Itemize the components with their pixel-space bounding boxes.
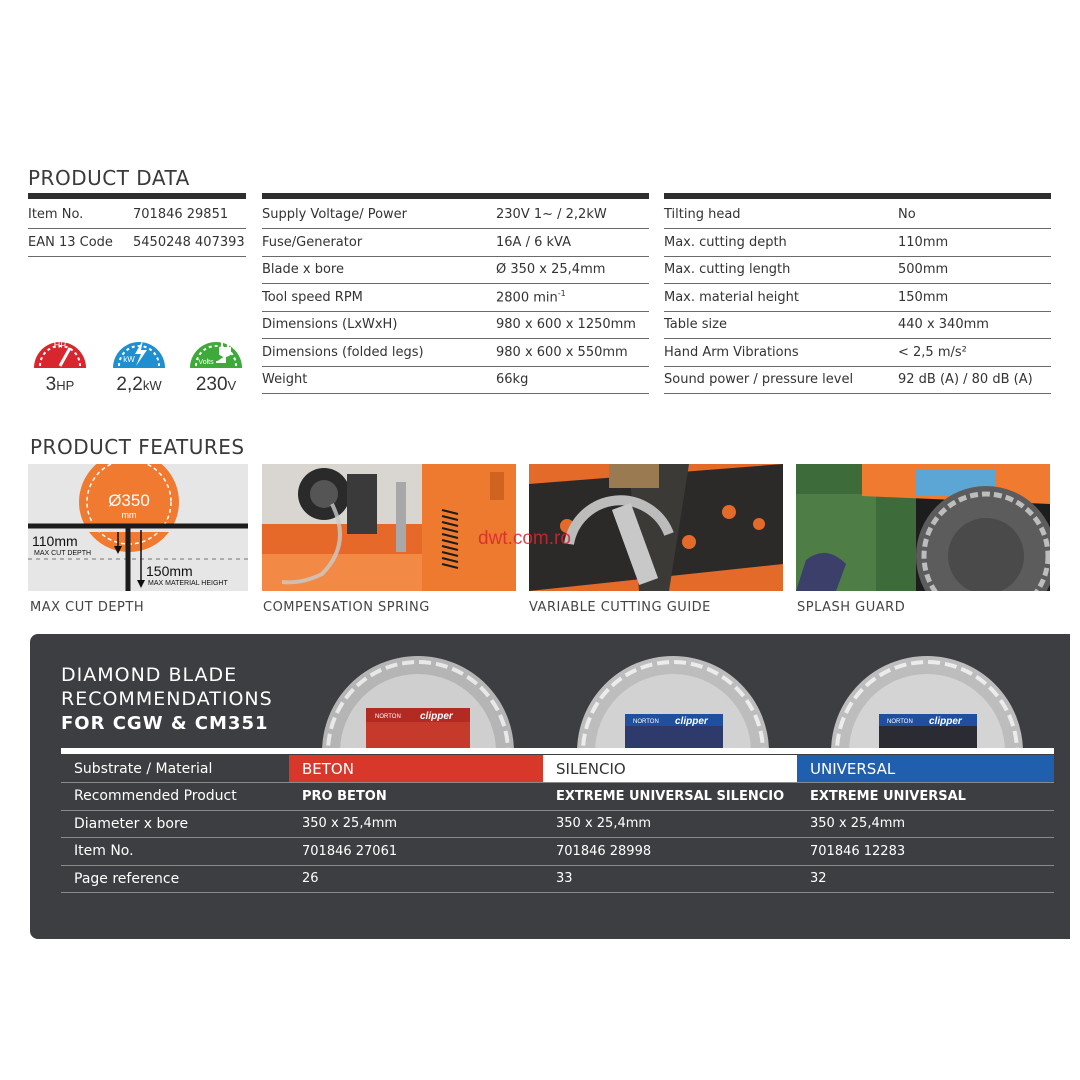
pro-beton-blade-image — [318, 652, 518, 748]
recommendations-heading-line1: DIAMOND BLADE — [61, 664, 238, 686]
splash-guard-photo — [796, 464, 1050, 591]
table-row: Fuse/Generator 16A / 6 kVA — [262, 229, 649, 257]
caption-splash-guard: SPLASH GUARD — [797, 600, 906, 615]
table-row: Max. cutting length 500mm — [664, 256, 1051, 284]
table-top-rule — [61, 748, 1054, 754]
divider — [28, 193, 246, 199]
svg-text:Ø350: Ø350 — [108, 491, 150, 510]
divider — [664, 193, 1051, 199]
specs-right-table — [664, 201, 1051, 394]
svg-text:clipper: clipper — [675, 716, 708, 727]
svg-text:kW: kW — [123, 355, 135, 364]
caption-variable-cutting-guide: VARIABLE CUTTING GUIDE — [529, 600, 711, 615]
svg-text:NORTON: NORTON — [375, 714, 401, 720]
table-row: Item No. 701846 27061 701846 28998 701846 12283 — [61, 838, 1054, 866]
divider — [262, 193, 649, 199]
specs-middle-table — [262, 201, 649, 394]
product-id-table — [28, 201, 246, 257]
svg-text:mm: mm — [121, 510, 137, 520]
table-row: Blade x bore Ø 350 x 25,4mm — [262, 256, 649, 284]
svg-text:Volts: Volts — [198, 359, 214, 366]
table-row: Recommended Product PRO BETON EXTREME UNIVERSAL SILENCIO EXTREME UNIVERSAL — [61, 783, 1054, 811]
svg-text:clipper: clipper — [929, 716, 962, 727]
kilowatt-gauge-icon — [109, 326, 169, 370]
svg-text:MAX MATERIAL HEIGHT: MAX MATERIAL HEIGHT — [148, 580, 228, 587]
column-header-universal: UNIVERSAL — [797, 755, 1054, 783]
svg-text:150mm: 150mm — [146, 563, 193, 579]
watermark: dwt.com.ro — [478, 528, 571, 549]
table-row: Supply Voltage/ Power 230V 1~ / 2,2kW — [262, 201, 649, 229]
table-row: Tilting head No — [664, 201, 1051, 229]
svg-text:MAX CUT DEPTH: MAX CUT DEPTH — [34, 550, 92, 557]
table-row: Dimensions (LxWxH) 980 x 600 x 1250mm — [262, 311, 649, 339]
table-row: Table size 440 x 340mm — [664, 311, 1051, 339]
column-header-beton: BETON — [289, 755, 543, 783]
caption-compensation-spring: COMPENSATION SPRING — [263, 600, 430, 615]
column-header-silencio: SILENCIO — [543, 755, 797, 783]
table-row: Diameter x bore 350 x 25,4mm 350 x 25,4mm 350 x 25,4mm — [61, 810, 1054, 838]
horsepower-gauge-icon — [30, 326, 90, 370]
volts-gauge-icon — [186, 326, 246, 370]
table-row: Tool speed RPM 2800 $\min^{-1}$ — [262, 284, 649, 312]
recommendations-heading-line3: FOR CGW & CM351 — [61, 713, 269, 734]
table-row: Sound power / pressure level 92 dB (A) / 80 dB (A) — [664, 366, 1051, 394]
table-row: Page reference 26 33 32 — [61, 865, 1054, 893]
table-row: EAN 13 Code 5450248 407393 — [28, 229, 246, 257]
recommendations-table — [61, 755, 1054, 893]
table-row: Weight 66kg — [262, 366, 649, 394]
svg-text:clipper: clipper — [420, 711, 453, 722]
max-cut-depth-diagram — [28, 464, 248, 591]
table-row: Substrate / Material BETON SILENCIO UNIVERSAL — [61, 755, 1054, 783]
kilowatt-value: 2,2kW — [116, 374, 162, 395]
product-features-heading: PRODUCT FEATURES — [30, 435, 245, 459]
table-row: Item No. 701846 29851 — [28, 201, 246, 229]
svg-text:NORTON: NORTON — [633, 719, 659, 725]
recommendations-heading-line2: RECOMMENDATIONS — [61, 688, 273, 710]
table-row: Dimensions (folded legs) 980 x 600 x 550mm — [262, 339, 649, 367]
product-data-heading: PRODUCT DATA — [28, 166, 190, 190]
svg-text:HP: HP — [53, 340, 67, 350]
table-row: Max. cutting depth 110mm — [664, 229, 1051, 257]
extreme-universal-silencio-blade-image — [573, 652, 773, 748]
caption-max-cut-depth: MAX CUT DEPTH — [30, 600, 145, 615]
table-row: Hand Arm Vibrations < 2,5 m/s² — [664, 339, 1051, 367]
svg-text:110mm: 110mm — [32, 533, 78, 549]
extreme-universal-blade-image — [827, 652, 1027, 748]
table-row: Max. material height 150mm — [664, 284, 1051, 312]
horsepower-value: 3HP — [45, 374, 75, 395]
voltage-value: 230V — [195, 374, 237, 395]
svg-text:NORTON: NORTON — [887, 719, 913, 725]
